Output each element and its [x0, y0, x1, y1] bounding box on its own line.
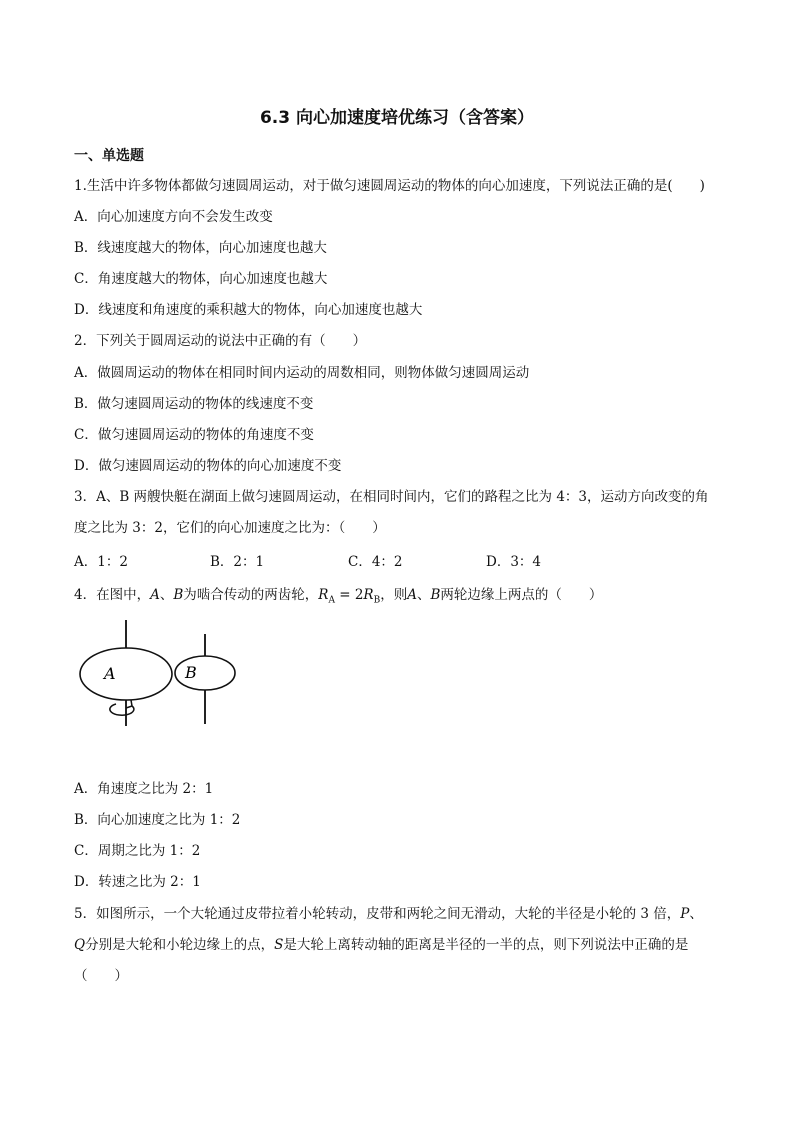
q5-line2: Q分别是大轮和小轮边缘上的点，S是大轮上离转动轴的距离是半径的一半的点，则下列说法中正确的是 — [74, 937, 689, 953]
gear-figure — [74, 620, 244, 730]
q1-option-c: C．角速度越大的物体，向心加速度也越大 — [74, 271, 328, 287]
q4-option-b: B．向心加速度之比为 1：2 — [74, 812, 241, 828]
rotation-arrow-icon — [110, 704, 134, 715]
q1-stem: 1.生活中许多物体都做匀速圆周运动，对于做匀速圆周运动的物体的向心加速度，下列说法正确的是( ) — [74, 178, 705, 194]
gear-b-ellipse — [175, 656, 235, 690]
q2-option-d: D．做匀速圆周运动的物体的向心加速度不变 — [74, 458, 342, 474]
q4-option-c: C．周期之比为 1：2 — [74, 843, 201, 859]
q4-var-a: A — [150, 587, 160, 603]
page-title: 6.3 向心加速度培优练习（含答案） — [259, 108, 535, 128]
q1-option-b: B．线速度越大的物体，向心加速度也越大 — [74, 240, 327, 256]
q4-formula: $R_A = 2R_B$ — [318, 587, 381, 606]
q3-stem-line2: 度之比为 3：2，它们的向心加速度之比为：（ ） — [74, 520, 386, 536]
q4-stem: 4．在图中，A、B为啮合传动的两齿轮，$R_A = 2R_B$，则A、B两轮边缘上两点的（ ） — [74, 587, 603, 606]
q2-option-a: A．做圆周运动的物体在相同时间内运动的周数相同，则物体做匀速圆周运动 — [74, 365, 530, 381]
q2-stem: 2．下列关于圆周运动的说法中正确的有（ ） — [74, 333, 367, 349]
q3-option-c: C．4：2 — [348, 554, 403, 570]
gear-a-ellipse — [80, 648, 172, 700]
q4-var-b: B — [173, 587, 184, 603]
q5-var-p: P — [680, 906, 690, 922]
q5-var-q: Q — [74, 937, 86, 953]
q4-option-a: A．角速度之比为 2：1 — [74, 781, 214, 797]
q1-option-d: D．线速度和角速度的乘积越大的物体，向心加速度也越大 — [74, 302, 423, 318]
gear-label-b: B — [185, 663, 197, 682]
q5-line1: 5．如图所示，一个大轮通过皮带拉着小轮转动，皮带和两轮之间无滑动，大轮的半径是小轮的 3 倍，P、 — [74, 906, 703, 922]
q4-sep: 、 — [159, 587, 174, 603]
gear-label-a: A — [104, 664, 116, 683]
q3-option-b: B．2：1 — [210, 554, 265, 570]
q2-option-b: B．做匀速圆周运动的物体的线速度不变 — [74, 396, 314, 412]
q2-option-c: C．做匀速圆周运动的物体的角速度不变 — [74, 427, 314, 443]
q4-option-d: D．转速之比为 2：1 — [74, 874, 201, 890]
q5-line3: （ ） — [74, 968, 128, 984]
section-heading: 一、单选题 — [74, 148, 144, 164]
q3-stem-line1: 3．A、B 两艘快艇在湖面上做匀速圆周运动，在相同时间内，它们的路程之比为 4：3，运动方向改变的角 — [74, 489, 709, 505]
q1-option-a: A．向心加速度方向不会发生改变 — [74, 209, 273, 225]
q4-stem-end: 两轮边缘上两点的（ ） — [440, 587, 603, 603]
q4-stem-pre: 4．在图中， — [74, 587, 151, 603]
q5-var-s: S — [274, 937, 284, 953]
q4-stem-mid: 为啮合传动的两齿轮， — [183, 587, 319, 603]
q3-option-d: D．3：4 — [486, 554, 542, 570]
q4-stem-mid2: ，则 — [380, 587, 408, 603]
q3-option-a: A．1：2 — [74, 554, 128, 570]
